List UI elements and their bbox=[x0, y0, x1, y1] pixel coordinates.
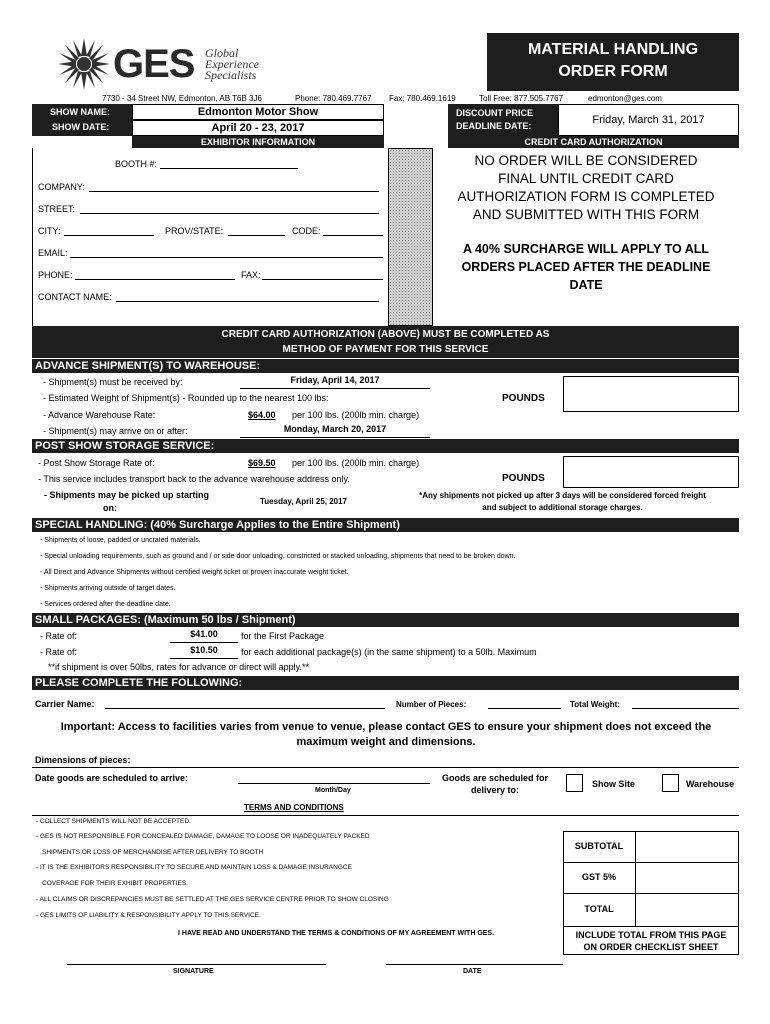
special-item: - Services ordered after the deadline date. bbox=[40, 601, 171, 608]
include-total-note bbox=[563, 927, 739, 955]
phone-field[interactable] bbox=[75, 269, 235, 280]
terms-title: TERMS AND CONDITIONS bbox=[244, 803, 344, 812]
prov-label: PROV/STATE: bbox=[165, 226, 224, 236]
total-field[interactable] bbox=[636, 894, 738, 926]
fax-label: FAX: bbox=[241, 270, 261, 280]
terms-divider bbox=[32, 815, 739, 816]
storage-rate: $69.50 bbox=[248, 458, 276, 468]
contact-name-field[interactable] bbox=[116, 291, 379, 302]
storage-title: POST SHOW STORAGE SERVICE: bbox=[32, 439, 739, 453]
dimensions-divider bbox=[32, 767, 739, 768]
street-field[interactable] bbox=[80, 203, 379, 214]
credit-bar-line2: METHOD OF PAYMENT FOR THIS SERVICE bbox=[282, 344, 489, 355]
important-line2: maximum weight and dimensions. bbox=[296, 736, 476, 748]
gst-field[interactable] bbox=[636, 863, 738, 892]
surcharge-notice-line: ORDERS PLACED AFTER THE DEADLINE bbox=[461, 260, 711, 274]
important-note bbox=[36, 720, 736, 750]
small-note: **if shipment is over 50lbs, rates for advance or direct will apply.** bbox=[48, 662, 309, 672]
form-title-line1: MATERIAL HANDLING bbox=[527, 41, 699, 58]
logo-tagline bbox=[205, 48, 259, 81]
important-line1: Important: Access to facilities varies from venue to venue, please contact GES to ensure your shipment does not exceed the bbox=[60, 721, 712, 733]
contact-email: edmonton@ges.com bbox=[588, 94, 662, 103]
form-title bbox=[487, 33, 739, 91]
surcharge-notice-line: DATE bbox=[569, 278, 603, 292]
order-notice-line: AUTHORIZATION FORM IS COMPLETED bbox=[457, 189, 715, 204]
show-name-label: SHOW NAME: bbox=[50, 107, 110, 117]
delivery-line1: Goods are scheduled for bbox=[441, 773, 549, 783]
storage-pickup-line2: on: bbox=[103, 503, 117, 513]
small-rate1-label: - Rate of: bbox=[40, 631, 78, 641]
dotted-separator bbox=[388, 148, 433, 326]
weight-label: Total Weight: bbox=[570, 700, 620, 709]
terms-item: - GES IS NOT RESPONSIBLE FOR CONCEALED DAMAGE, DAMAGE TO LOOSE OR INADEQUATELY PACKED bbox=[36, 833, 370, 840]
include-line2: ON ORDER CHECKLIST SHEET bbox=[583, 942, 719, 952]
contact-address: 7730 - 34 Street NW, Edmonton, AB T6B 3J6 bbox=[102, 94, 262, 103]
credit-header: CREDIT CARD AUTHORIZATION bbox=[448, 136, 739, 148]
advance-rate-desc: per 100 lbs. (200lb min. charge) bbox=[292, 410, 420, 420]
order-notice bbox=[433, 152, 739, 224]
storage-note-line2: and subject to additional storage charges. bbox=[482, 503, 643, 512]
advance-arrive-label: - Shipment(s) may arrive on or after: bbox=[43, 426, 188, 436]
order-notice-line: AND SUBMITTED WITH THIS FORM bbox=[472, 207, 700, 222]
advance-rate: $64.00 bbox=[248, 410, 276, 420]
special-item: - All Direct and Advance Shipments without certified weight ticket or proven inaccurate weight ticket. bbox=[40, 569, 349, 576]
surcharge-notice bbox=[433, 240, 739, 294]
advance-rate-label: - Advance Warehouse Rate: bbox=[43, 410, 156, 420]
small-title: SMALL PACKAGES: (Maximum 50 lbs / Shipment) bbox=[32, 613, 739, 627]
contact-name-label: CONTACT NAME: bbox=[38, 292, 112, 302]
phone-label: PHONE: bbox=[38, 270, 73, 280]
special-item: - Special unloading requirements, such as ground and / or side door unloading, constricted or stacked unloading, shipments that need to be broken down. bbox=[40, 553, 516, 560]
small-rate2-desc: for each additional package(s) (in the same shipment) to a 50lb. Maximum bbox=[241, 647, 537, 657]
subtotal-label: SUBTOTAL bbox=[574, 841, 624, 851]
advance-weight-label: - Estimated Weight of Shipment(s) - Rounded up to the nearest 100 lbs: bbox=[43, 393, 329, 403]
date-line[interactable] bbox=[386, 964, 563, 965]
email-label: EMAIL: bbox=[38, 248, 68, 258]
exhibitor-header: EXHIBITOR INFORMATION bbox=[132, 136, 384, 148]
form-title-line2: ORDER FORM bbox=[558, 63, 668, 80]
booth-label: BOOTH #: bbox=[115, 159, 158, 169]
storage-pickup-line1: - Shipments may be picked up starting bbox=[44, 490, 210, 500]
advance-received-date: Friday, April 14, 2017 bbox=[240, 375, 430, 389]
advance-pounds-label: POUNDS bbox=[502, 393, 545, 404]
prov-field[interactable] bbox=[228, 225, 285, 236]
show-site-checkbox[interactable] bbox=[566, 774, 583, 792]
subtotal-field[interactable] bbox=[636, 832, 738, 861]
deadline-date: Friday, March 31, 2017 bbox=[558, 104, 739, 136]
terms-item: - IT IS THE EXHIBITORS RESPONSIBILITY TO SECURE AND MAINTAIN LOSS & DAMAGE INSURANGCE bbox=[36, 864, 352, 871]
deadline-label-2: DEADLINE DATE: bbox=[456, 121, 532, 131]
complete-title: PLEASE COMPLETE THE FOLLOWING: bbox=[32, 676, 739, 690]
total-label: TOTAL bbox=[584, 904, 614, 914]
order-notice-line: FINAL UNTIL CREDIT CARD bbox=[498, 171, 674, 186]
delivery-label bbox=[432, 772, 558, 796]
pieces-label: Number of Pieces: bbox=[396, 700, 467, 709]
storage-note-line1: *Any shipments not picked up after 3 days will be considered forced freight bbox=[419, 491, 706, 500]
show-date-value: April 20 - 23, 2017 bbox=[132, 120, 384, 136]
fax-field[interactable] bbox=[262, 269, 383, 280]
include-line1: INCLUDE TOTAL FROM THIS PAGE bbox=[575, 930, 727, 940]
logo-tagline-1: Global bbox=[205, 46, 239, 60]
storage-pounds-label: POUNDS bbox=[502, 473, 545, 484]
surcharge-notice-line: A 40% SURCHARGE WILL APPLY TO ALL bbox=[462, 242, 710, 256]
terms-item: COVERAGE FOR THEIR EXHIBIT PROPERTIES. bbox=[42, 880, 188, 887]
code-label: CODE: bbox=[292, 226, 321, 236]
warehouse-label: Warehouse bbox=[686, 779, 735, 789]
storage-pounds-input[interactable] bbox=[563, 456, 739, 488]
company-label: COMPANY: bbox=[38, 182, 85, 192]
storage-rate-desc: per 100 lbs. (200lb min. charge) bbox=[292, 458, 420, 468]
city-field[interactable] bbox=[64, 225, 154, 236]
arrival-date-field[interactable] bbox=[238, 772, 430, 784]
credit-bar bbox=[32, 326, 739, 358]
terms-item: - GES LIMITS OF LIABILITY & RESPONSIBILITY APPLY TO THIS SERVICE. bbox=[36, 912, 261, 919]
storage-rate-label: - Post Show Storage Rate of: bbox=[38, 458, 155, 468]
arrival-date-label: Date goods are scheduled to arrive: bbox=[35, 773, 189, 783]
dimensions-label: Dimensions of pieces: bbox=[35, 755, 131, 765]
code-field[interactable] bbox=[323, 225, 383, 236]
company-field[interactable] bbox=[89, 181, 379, 192]
weight-field[interactable] bbox=[632, 697, 739, 709]
small-rate1: $41.00 bbox=[170, 629, 238, 643]
gst-label: GST 5% bbox=[581, 872, 616, 882]
street-label: STREET: bbox=[38, 204, 76, 214]
contact-tollfree: Toll Free: 877.505.7767 bbox=[479, 94, 564, 103]
small-rate2: $10.50 bbox=[170, 645, 238, 659]
terms-item: - COLLECT SHIPMENTS WILL NOT BE ACCEPTED. bbox=[36, 818, 191, 825]
logo-tagline-3: Specialists bbox=[205, 68, 257, 82]
carrier-field[interactable] bbox=[105, 697, 385, 709]
small-rate1-desc: for the First Package bbox=[241, 631, 325, 641]
pieces-field[interactable] bbox=[488, 697, 561, 709]
small-rate2-label: - Rate of: bbox=[40, 647, 78, 657]
advance-pounds-input[interactable] bbox=[563, 376, 739, 412]
terms-agreement: I HAVE READ AND UNDERSTAND THE TERMS & CONDITIONS OF MY AGREEMENT WITH GES. bbox=[178, 930, 495, 937]
signature-label: SIGNATURE bbox=[173, 968, 214, 975]
terms-item: SHIPMENTS OR LOSS OF MERCHANDISE AFTER DELIVERY TO BOOTH bbox=[42, 849, 264, 856]
warehouse-checkbox[interactable] bbox=[662, 774, 679, 792]
special-title: SPECIAL HANDLING: (40% Surcharge Applies to the Entire Shipment) bbox=[32, 518, 739, 532]
contact-phone: Phone: 780.469.7767 bbox=[295, 94, 372, 103]
storage-pickup-date: Tuesday, April 25, 2017 bbox=[260, 497, 348, 506]
date-label: DATE bbox=[463, 968, 482, 975]
advance-title: ADVANCE SHIPMENT(S) TO WAREHOUSE: bbox=[32, 359, 739, 373]
show-site-label: Show Site bbox=[592, 779, 636, 789]
deadline-label-1: DISCOUNT PRICE bbox=[456, 108, 534, 118]
signature-line[interactable] bbox=[67, 964, 326, 965]
advance-arrive-date: Monday, March 20, 2017 bbox=[240, 424, 430, 438]
email-field[interactable] bbox=[70, 247, 383, 258]
special-item: - Shipments arriving outside of target dates. bbox=[40, 585, 176, 592]
monthday-label: Month/Day bbox=[315, 787, 351, 794]
advance-received-label: - Shipment(s) must be received by: bbox=[43, 377, 183, 387]
carrier-label: Carrier Name: bbox=[35, 699, 95, 709]
city-label: CITY: bbox=[38, 226, 61, 236]
special-item: - Shipments of loose, padded or uncrated materials. bbox=[40, 537, 201, 544]
delivery-line2: delivery to: bbox=[470, 785, 519, 795]
logo-tagline-2: Experience bbox=[205, 57, 259, 71]
storage-transport: - This service includes transport back to the advance warehouse address only. bbox=[38, 474, 350, 484]
booth-field[interactable] bbox=[160, 158, 298, 169]
logo-brand: GES bbox=[113, 42, 195, 86]
storage-note bbox=[390, 490, 735, 514]
show-name-value: Edmonton Motor Show bbox=[132, 104, 384, 120]
credit-bar-line1: CREDIT CARD AUTHORIZATION (ABOVE) MUST BE COMPLETED AS bbox=[221, 329, 550, 340]
terms-item: - ALL CLAIMS OR DISCREPANCIES MUST BE SETTLED AT THE GES SERVICE CENTRE PRIOR TO SHOW CLOSING bbox=[36, 896, 389, 903]
contact-fax: Fax: 780.469.1619 bbox=[389, 94, 456, 103]
ges-logo bbox=[55, 36, 275, 92]
show-date-label: SHOW DATE: bbox=[52, 122, 110, 132]
order-notice-line: NO ORDER WILL BE CONSIDERED bbox=[474, 153, 698, 168]
starburst-icon bbox=[55, 36, 113, 92]
